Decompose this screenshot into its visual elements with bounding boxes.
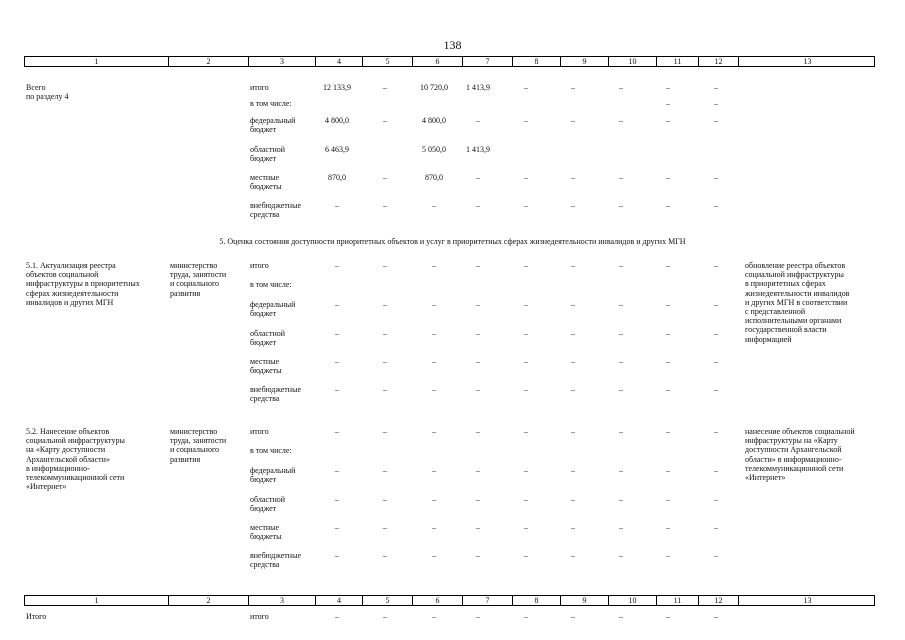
item-1-result-line: в приоритетных сферах: [745, 279, 826, 289]
item-2-value-3-3: –: [476, 495, 480, 504]
item-2-value-0-0: –: [335, 427, 339, 436]
row-name-line: бюджет: [250, 154, 277, 164]
item-1-value-2-5: –: [571, 300, 575, 309]
totals-row-name-3: [250, 145, 285, 163]
item-2-title: [26, 427, 125, 491]
item-2-title-line: на «Карту доступности: [26, 445, 106, 455]
item-2-value-0-8: –: [714, 427, 718, 436]
row-name-line: местные: [250, 173, 280, 182]
item-2-title-line: социальной инфраструктуры: [26, 436, 125, 446]
totals-label-line2: по разделу 4: [26, 92, 69, 102]
row-name-line: федеральный: [250, 116, 296, 125]
totals-value-3-2: 5 050,0: [422, 145, 446, 154]
row-name-line: бюджеты: [250, 182, 282, 192]
row-name-line: местные: [250, 357, 280, 366]
header-col-1: 1: [25, 57, 169, 66]
row-name-line: областной: [250, 145, 286, 154]
totals-value-5-8: –: [714, 201, 718, 210]
item-2-row-name-5: [250, 551, 301, 569]
item-2-value-4-3: –: [476, 523, 480, 532]
row-name-line: в том числе:: [250, 446, 292, 455]
item-2-result: [745, 427, 855, 482]
item-2-value-3-1: –: [383, 495, 387, 504]
item-2-value-3-5: –: [571, 495, 575, 504]
header-col-2: 2: [169, 57, 249, 66]
item-1-value-5-0: –: [335, 385, 339, 394]
footer-value-0-3: –: [476, 612, 480, 621]
totals-value-3-3: 1 413,9: [466, 145, 490, 154]
item-2-value-2-0: –: [335, 466, 339, 475]
item-2-value-4-2: –: [432, 523, 436, 532]
header-col-13: 13: [803, 596, 812, 605]
totals-row-name-1: [250, 99, 292, 108]
footer-value-0-4: –: [524, 612, 528, 621]
item-2-value-4-8: –: [714, 523, 718, 532]
item-1-value-5-8: –: [714, 385, 718, 394]
header-col-12: 12: [699, 57, 739, 66]
totals-value-4-8: –: [714, 173, 718, 182]
header-col-4: 4: [316, 57, 363, 66]
row-name-line: бюджет: [250, 504, 277, 514]
totals-value-2-8: –: [714, 116, 718, 125]
item-1-value-4-3: –: [476, 357, 480, 366]
item-2-value-0-4: –: [524, 427, 528, 436]
header-col-11: 11: [657, 57, 699, 66]
totals-value-2-5: –: [571, 116, 575, 125]
header-col-3: 3: [249, 596, 316, 605]
item-1-row-name-5: [250, 385, 301, 403]
item-1-value-0-3: –: [476, 261, 480, 270]
header-col-11: 11: [657, 596, 699, 605]
item-2-value-4-5: –: [571, 523, 575, 532]
item-2-result-line: «Интернет»: [745, 473, 786, 483]
item-2-result-line: телекоммуникационной сети: [745, 463, 844, 473]
item-2-value-5-8: –: [714, 551, 718, 560]
totals-value-2-0: 4 800,0: [325, 116, 349, 125]
item-2-value-0-5: –: [571, 427, 575, 436]
item-2-value-4-6: –: [619, 523, 623, 532]
item-1-result-line: жизнедеятельности инвалидов: [745, 288, 850, 298]
totals-value-0-4: –: [524, 83, 528, 92]
item-2-value-0-1: –: [383, 427, 387, 436]
row-name-line: федеральный: [250, 466, 296, 475]
item-2-row-name-3: [250, 495, 285, 513]
item-1-value-4-1: –: [383, 357, 387, 366]
item-2-title-line: в информационно-: [26, 463, 90, 473]
header-col-8: 8: [513, 57, 561, 66]
totals-value-2-4: –: [524, 116, 528, 125]
item-1-title-line: инвалидов и других МГН: [26, 297, 114, 307]
item-1-value-3-4: –: [524, 329, 528, 338]
item-1-value-2-2: –: [432, 300, 436, 309]
footer-value-0-2: –: [432, 612, 436, 621]
item-2-value-2-7: –: [666, 466, 670, 475]
header-col-10: 10: [609, 57, 657, 66]
totals-value-1-8: –: [714, 99, 718, 108]
totals-value-2-6: –: [619, 116, 623, 125]
item-2-executor-line: министерство: [170, 427, 218, 436]
item-2-value-5-2: –: [432, 551, 436, 560]
footer-row-name-0: [250, 612, 269, 621]
row-name-line: итого: [250, 261, 269, 270]
item-2-executor: [170, 427, 226, 464]
item-2-value-3-7: –: [666, 495, 670, 504]
item-1-result-line: и других МГН в соответствии: [745, 297, 848, 307]
item-1-value-2-3: –: [476, 300, 480, 309]
row-name-line: областной: [250, 495, 286, 504]
item-2-value-0-3: –: [476, 427, 480, 436]
row-name-line: средства: [250, 394, 280, 404]
footer-value-0-6: –: [619, 612, 623, 621]
item-1-value-3-1: –: [383, 329, 387, 338]
item-1-title-line: объектов социальной: [26, 270, 99, 280]
item-1-value-3-5: –: [571, 329, 575, 338]
item-2-value-3-4: –: [524, 495, 528, 504]
item-2-value-4-1: –: [383, 523, 387, 532]
item-2-value-5-6: –: [619, 551, 623, 560]
item-1-row-name-0: [250, 261, 269, 270]
totals-label: [26, 83, 68, 101]
column-number-header: [24, 56, 875, 67]
item-2-value-4-0: –: [335, 523, 339, 532]
totals-value-0-6: –: [619, 83, 623, 92]
footer-value-0-8: –: [714, 612, 718, 621]
totals-value-5-4: –: [524, 201, 528, 210]
item-1-title-line: 5.1. Актуализация реестра: [26, 261, 116, 270]
totals-value-4-5: –: [571, 173, 575, 182]
row-name-line: местные: [250, 523, 280, 532]
totals-value-5-6: –: [619, 201, 623, 210]
totals-value-2-3: –: [476, 116, 480, 125]
item-2-value-3-8: –: [714, 495, 718, 504]
item-1-result: [745, 261, 849, 344]
totals-value-0-7: –: [666, 83, 670, 92]
item-1-value-4-8: –: [714, 357, 718, 366]
totals-value-5-5: –: [571, 201, 575, 210]
totals-value-1-7: –: [666, 99, 670, 108]
item-1-value-4-7: –: [666, 357, 670, 366]
item-1-title-line: сферах жизнедеятельности: [26, 288, 119, 298]
totals-value-3-0: 6 463,9: [325, 145, 349, 154]
row-name-line: бюджеты: [250, 532, 282, 542]
row-name-line: в том числе:: [250, 99, 292, 108]
item-1-value-5-2: –: [432, 385, 436, 394]
item-2-result-line: инфраструктуры на «Карту: [745, 436, 838, 446]
item-1-title-line: инфраструктуры в приоритетных: [26, 279, 140, 289]
totals-value-5-1: –: [383, 201, 387, 210]
header-col-6: 6: [413, 57, 463, 66]
item-2-value-0-6: –: [619, 427, 623, 436]
item-2-value-4-4: –: [524, 523, 528, 532]
item-2-executor-line: и социального: [170, 445, 220, 455]
item-1-result-line: с представленной: [745, 307, 806, 317]
item-1-executor-line: министерство: [170, 261, 218, 270]
item-1-executor-line: развития: [170, 288, 201, 298]
row-name-line: внебюджетные: [250, 201, 301, 210]
totals-label-line1: Всего: [26, 83, 46, 92]
item-2-result-line: доступности Архангельской: [745, 445, 842, 455]
row-name-line: бюджеты: [250, 366, 282, 376]
header-col-13: 13: [803, 57, 812, 66]
header-col-10: 10: [609, 596, 657, 605]
item-1-value-0-2: –: [432, 261, 436, 270]
item-1-value-3-3: –: [476, 329, 480, 338]
totals-value-4-7: –: [666, 173, 670, 182]
row-name-line: итого: [250, 83, 269, 92]
section-title: 5. Оценка состояния доступности приоритетных объектов и услуг в приоритетных сферах жизнедеятельности инвалидов и других МГН: [219, 237, 686, 246]
footer-value-0-1: –: [383, 612, 387, 621]
item-1-value-2-7: –: [666, 300, 670, 309]
item-1-row-name-2: [250, 300, 295, 318]
header-col-1: 1: [25, 596, 169, 605]
item-1-value-2-0: –: [335, 300, 339, 309]
row-name-line: в том числе:: [250, 280, 292, 289]
footer-label: Итого: [26, 612, 47, 621]
item-1-value-0-4: –: [524, 261, 528, 270]
item-1-value-0-7: –: [666, 261, 670, 270]
item-2-value-2-3: –: [476, 466, 480, 475]
header-col-6: 6: [413, 596, 463, 605]
item-1-value-3-0: –: [335, 329, 339, 338]
totals-value-4-1: –: [383, 173, 387, 182]
item-1-value-3-2: –: [432, 329, 436, 338]
column-number-header-bottom: [24, 595, 875, 606]
row-name-line: бюджет: [250, 125, 277, 135]
header-col-5: 5: [363, 57, 413, 66]
totals-value-0-5: –: [571, 83, 575, 92]
item-2-value-2-5: –: [571, 466, 575, 475]
row-name-line: бюджет: [250, 338, 277, 348]
item-1-value-0-8: –: [714, 261, 718, 270]
item-1-value-5-1: –: [383, 385, 387, 394]
item-1-result-line: обновление реестра объектов: [745, 261, 846, 270]
totals-value-2-1: –: [383, 116, 387, 125]
item-2-value-0-2: –: [432, 427, 436, 436]
item-1-value-4-4: –: [524, 357, 528, 366]
item-2-result-line: нанесение объектов социальной: [745, 427, 855, 436]
item-1-value-3-8: –: [714, 329, 718, 338]
item-1-value-5-4: –: [524, 385, 528, 394]
item-1-value-5-3: –: [476, 385, 480, 394]
item-2-value-5-4: –: [524, 551, 528, 560]
totals-value-4-0: 870,0: [328, 173, 346, 182]
totals-value-0-3: 1 413,9: [466, 83, 490, 92]
item-1-value-2-6: –: [619, 300, 623, 309]
item-2-title-line: Архангельской области»: [26, 454, 110, 464]
item-2-title-line: 5.2. Нанесение объектов: [26, 427, 110, 436]
row-name-line: итого: [250, 612, 269, 621]
item-1-value-2-1: –: [383, 300, 387, 309]
item-1-value-4-2: –: [432, 357, 436, 366]
row-name-line: средства: [250, 210, 280, 220]
row-name-line: внебюджетные: [250, 385, 301, 394]
totals-value-2-2: 4 800,0: [422, 116, 446, 125]
item-2-title-line: «Интернет»: [26, 482, 67, 492]
item-1-value-5-7: –: [666, 385, 670, 394]
item-2-result-line: области» в информационно-: [745, 454, 842, 464]
item-1-value-2-8: –: [714, 300, 718, 309]
item-2-value-2-4: –: [524, 466, 528, 475]
item-2-executor-line: развития: [170, 454, 201, 464]
item-2-value-4-7: –: [666, 523, 670, 532]
header-col-12: 12: [699, 596, 739, 605]
footer-value-0-0: –: [335, 612, 339, 621]
item-1-value-5-6: –: [619, 385, 623, 394]
totals-row-name-0: [250, 83, 269, 92]
totals-value-4-2: 870,0: [425, 173, 443, 182]
totals-value-5-7: –: [666, 201, 670, 210]
item-1-value-3-6: –: [619, 329, 623, 338]
header-col-9: 9: [561, 57, 609, 66]
totals-row-name-4: [250, 173, 282, 191]
item-2-value-5-0: –: [335, 551, 339, 560]
item-2-row-name-2: [250, 466, 295, 484]
item-1-value-0-1: –: [383, 261, 387, 270]
header-col-7: 7: [463, 596, 513, 605]
item-1-row-name-1: [250, 280, 292, 289]
totals-value-0-2: 10 720,0: [420, 83, 448, 92]
item-2-row-name-0: [250, 427, 269, 436]
item-2-value-5-1: –: [383, 551, 387, 560]
row-name-line: бюджет: [250, 475, 277, 485]
item-1-value-4-6: –: [619, 357, 623, 366]
item-1-value-0-5: –: [571, 261, 575, 270]
row-name-line: внебюджетные: [250, 551, 301, 560]
header-col-2: 2: [169, 596, 249, 605]
item-1-value-0-6: –: [619, 261, 623, 270]
totals-value-5-2: –: [432, 201, 436, 210]
header-col-8: 8: [513, 596, 561, 605]
totals-value-5-3: –: [476, 201, 480, 210]
item-2-value-2-1: –: [383, 466, 387, 475]
item-2-value-2-2: –: [432, 466, 436, 475]
row-name-line: областной: [250, 329, 286, 338]
item-1-executor: [170, 261, 226, 298]
item-1-result-line: государственной власти: [745, 325, 827, 335]
item-1-value-0-0: –: [335, 261, 339, 270]
header-col-9: 9: [561, 596, 609, 605]
row-name-line: итого: [250, 427, 269, 436]
item-2-value-5-7: –: [666, 551, 670, 560]
totals-value-4-3: –: [476, 173, 480, 182]
item-1-title: [26, 261, 140, 307]
item-1-result-line: информацией: [745, 334, 792, 344]
item-2-row-name-1: [250, 446, 292, 455]
header-col-5: 5: [363, 596, 413, 605]
item-1-row-name-3: [250, 329, 285, 347]
item-1-result-line: исполнительными органами: [745, 316, 842, 326]
totals-value-0-0: 12 133,9: [323, 83, 351, 92]
totals-row-name-5: [250, 201, 301, 219]
item-1-executor-line: труда, занятости: [170, 270, 227, 280]
totals-value-4-4: –: [524, 173, 528, 182]
row-name-line: федеральный: [250, 300, 296, 309]
footer-value-0-7: –: [666, 612, 670, 621]
totals-value-0-8: –: [714, 83, 718, 92]
item-1-value-2-4: –: [524, 300, 528, 309]
row-name-line: средства: [250, 560, 280, 570]
row-name-line: бюджет: [250, 309, 277, 319]
item-2-value-5-3: –: [476, 551, 480, 560]
totals-value-0-1: –: [383, 83, 387, 92]
item-1-value-5-5: –: [571, 385, 575, 394]
totals-row-name-2: [250, 116, 295, 134]
item-2-value-2-8: –: [714, 466, 718, 475]
item-2-executor-line: труда, занятости: [170, 436, 227, 446]
totals-value-2-7: –: [666, 116, 670, 125]
header-col-4: 4: [316, 596, 363, 605]
footer-value-0-5: –: [571, 612, 575, 621]
item-2-value-2-6: –: [619, 466, 623, 475]
item-1-result-line: социальной инфраструктуры: [745, 270, 844, 280]
item-2-value-5-5: –: [571, 551, 575, 560]
item-2-row-name-4: [250, 523, 282, 541]
item-1-executor-line: и социального: [170, 279, 220, 289]
item-2-title-line: телекоммуникационной сети: [26, 473, 125, 483]
header-col-7: 7: [463, 57, 513, 66]
item-2-value-3-2: –: [432, 495, 436, 504]
header-col-3: 3: [249, 57, 316, 66]
page-number: 138: [443, 38, 462, 52]
totals-value-4-6: –: [619, 173, 623, 182]
item-1-value-3-7: –: [666, 329, 670, 338]
item-1-value-4-5: –: [571, 357, 575, 366]
item-2-value-3-0: –: [335, 495, 339, 504]
item-2-value-0-7: –: [666, 427, 670, 436]
item-1-value-4-0: –: [335, 357, 339, 366]
item-2-value-3-6: –: [619, 495, 623, 504]
item-1-row-name-4: [250, 357, 282, 375]
totals-value-5-0: –: [335, 201, 339, 210]
